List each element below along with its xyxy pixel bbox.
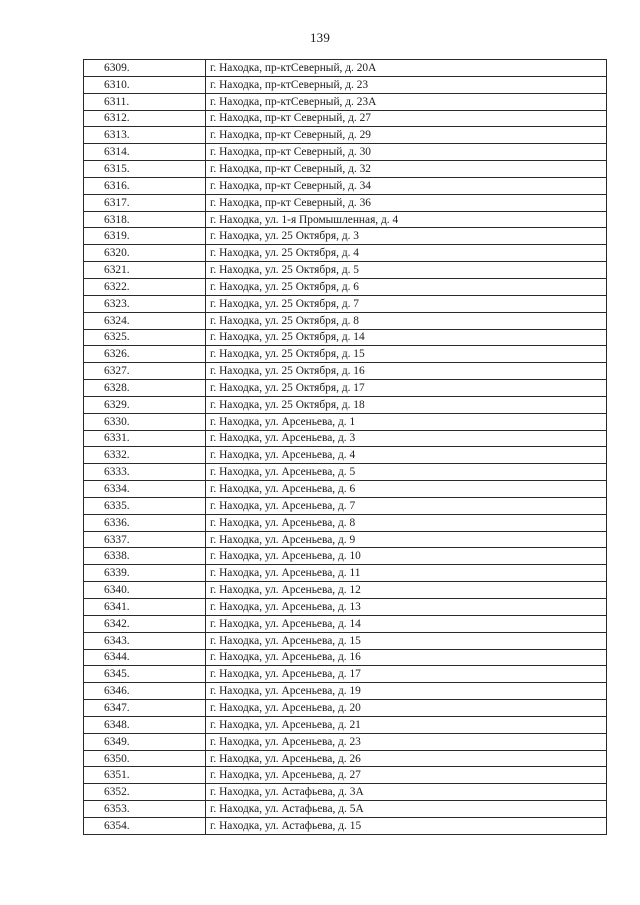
table-row <box>84 632 607 649</box>
row-number-cell: 6331. <box>84 430 206 447</box>
table-row <box>84 767 607 784</box>
address-cell: г. Находка, ул. Арсеньева, д. 21 <box>206 716 607 733</box>
row-number-cell: 6338. <box>84 548 206 565</box>
row-number-cell: 6353. <box>84 801 206 818</box>
address-cell: г. Находка, ул. 25 Октября, д. 14 <box>206 329 607 346</box>
address-cell: г. Находка, ул. 25 Октября, д. 8 <box>206 312 607 329</box>
table-row <box>84 565 607 582</box>
table-row <box>84 514 607 531</box>
address-cell: г. Находка, ул. Арсеньева, д. 11 <box>206 565 607 582</box>
address-cell: г. Находка, ул. Астафьева, д. 5А <box>206 801 607 818</box>
row-number-cell: 6340. <box>84 582 206 599</box>
address-cell: г. Находка, ул. Арсеньева, д. 5 <box>206 464 607 481</box>
row-number-cell: 6320. <box>84 245 206 262</box>
row-number-cell: 6311. <box>84 93 206 110</box>
address-cell: г. Находка, ул. 25 Октября, д. 3 <box>206 228 607 245</box>
address-cell: г. Находка, ул. Арсеньева, д. 7 <box>206 497 607 514</box>
row-number-cell: 6347. <box>84 700 206 717</box>
address-cell: г. Находка, ул. Арсеньева, д. 3 <box>206 430 607 447</box>
row-number-cell: 6342. <box>84 615 206 632</box>
row-number-cell: 6309. <box>84 60 206 77</box>
table-row <box>84 464 607 481</box>
table-row <box>84 733 607 750</box>
table-row <box>84 211 607 228</box>
row-number-cell: 6319. <box>84 228 206 245</box>
row-number-cell: 6341. <box>84 599 206 616</box>
address-cell: г. Находка, ул. 25 Октября, д. 6 <box>206 278 607 295</box>
table-row <box>84 380 607 397</box>
table-row <box>84 93 607 110</box>
table-row <box>84 194 607 211</box>
table-row <box>84 447 607 464</box>
address-cell: г. Находка, пр-кт Северный, д. 36 <box>206 194 607 211</box>
address-cell: г. Находка, ул. Арсеньева, д. 23 <box>206 733 607 750</box>
table-row <box>84 801 607 818</box>
row-number-cell: 6345. <box>84 666 206 683</box>
address-cell: г. Находка, ул. Арсеньева, д. 16 <box>206 649 607 666</box>
table-row <box>84 245 607 262</box>
row-number-cell: 6315. <box>84 161 206 178</box>
table-row <box>84 817 607 834</box>
table-row <box>84 700 607 717</box>
row-number-cell: 6352. <box>84 784 206 801</box>
address-cell: г. Находка, пр-кт Северный, д. 30 <box>206 144 607 161</box>
row-number-cell: 6325. <box>84 329 206 346</box>
table-row <box>84 413 607 430</box>
table-row <box>84 312 607 329</box>
address-cell: г. Находка, ул. Арсеньева, д. 14 <box>206 615 607 632</box>
row-number-cell: 6354. <box>84 817 206 834</box>
row-number-cell: 6317. <box>84 194 206 211</box>
table-row <box>84 649 607 666</box>
address-cell: г. Находка, ул. Арсеньева, д. 10 <box>206 548 607 565</box>
table-row <box>84 615 607 632</box>
table-row <box>84 497 607 514</box>
row-number-cell: 6335. <box>84 497 206 514</box>
address-cell: г. Находка, ул. Арсеньева, д. 15 <box>206 632 607 649</box>
address-cell: г. Находка, ул. Арсеньева, д. 9 <box>206 531 607 548</box>
table-row <box>84 76 607 93</box>
address-cell: г. Находка, ул. Арсеньева, д. 6 <box>206 481 607 498</box>
address-cell: г. Находка, пр-ктСеверный, д. 23 <box>206 76 607 93</box>
table-row <box>84 784 607 801</box>
row-number-cell: 6318. <box>84 211 206 228</box>
address-cell: г. Находка, пр-ктСеверный, д. 23А <box>206 93 607 110</box>
address-cell: г. Находка, ул. 25 Октября, д. 16 <box>206 363 607 380</box>
table-row <box>84 430 607 447</box>
row-number-cell: 6316. <box>84 177 206 194</box>
address-table <box>83 59 607 835</box>
row-number-cell: 6332. <box>84 447 206 464</box>
address-cell: г. Находка, ул. 25 Октября, д. 18 <box>206 396 607 413</box>
table-row <box>84 110 607 127</box>
table-row <box>84 329 607 346</box>
table-row <box>84 531 607 548</box>
table-row <box>84 750 607 767</box>
table-row <box>84 228 607 245</box>
table-row <box>84 177 607 194</box>
row-number-cell: 6351. <box>84 767 206 784</box>
table-row <box>84 396 607 413</box>
row-number-cell: 6333. <box>84 464 206 481</box>
address-cell: г. Находка, пр-кт Северный, д. 34 <box>206 177 607 194</box>
row-number-cell: 6323. <box>84 295 206 312</box>
table-row <box>84 262 607 279</box>
row-number-cell: 6350. <box>84 750 206 767</box>
address-cell: г. Находка, ул. 25 Октября, д. 7 <box>206 295 607 312</box>
row-number-cell: 6312. <box>84 110 206 127</box>
row-number-cell: 6337. <box>84 531 206 548</box>
row-number-cell: 6330. <box>84 413 206 430</box>
row-number-cell: 6310. <box>84 76 206 93</box>
table-row <box>84 295 607 312</box>
table-row <box>84 548 607 565</box>
address-cell: г. Находка, ул. 25 Октября, д. 5 <box>206 262 607 279</box>
row-number-cell: 6343. <box>84 632 206 649</box>
table-row <box>84 481 607 498</box>
address-cell: г. Находка, ул. Арсеньева, д. 8 <box>206 514 607 531</box>
address-cell: г. Находка, пр-кт Северный, д. 27 <box>206 110 607 127</box>
address-cell: г. Находка, ул. Арсеньева, д. 20 <box>206 700 607 717</box>
address-cell: г. Находка, ул. Астафьева, д. 15 <box>206 817 607 834</box>
table-row <box>84 278 607 295</box>
table-row <box>84 599 607 616</box>
row-number-cell: 6327. <box>84 363 206 380</box>
row-number-cell: 6322. <box>84 278 206 295</box>
row-number-cell: 6313. <box>84 127 206 144</box>
table-row <box>84 60 607 77</box>
address-cell: г. Находка, ул. Арсеньева, д. 13 <box>206 599 607 616</box>
table-row <box>84 683 607 700</box>
address-cell: г. Находка, пр-кт Северный, д. 29 <box>206 127 607 144</box>
row-number-cell: 6314. <box>84 144 206 161</box>
address-cell: г. Находка, ул. 25 Октября, д. 17 <box>206 380 607 397</box>
address-cell: г. Находка, ул. Арсеньева, д. 27 <box>206 767 607 784</box>
row-number-cell: 6334. <box>84 481 206 498</box>
address-cell: г. Находка, ул. Арсеньева, д. 1 <box>206 413 607 430</box>
row-number-cell: 6349. <box>84 733 206 750</box>
address-cell: г. Находка, ул. Арсеньева, д. 17 <box>206 666 607 683</box>
table-row <box>84 716 607 733</box>
table-row <box>84 666 607 683</box>
page-number: 139 <box>309 30 331 45</box>
row-number-cell: 6328. <box>84 380 206 397</box>
row-number-cell: 6339. <box>84 565 206 582</box>
address-cell: г. Находка, ул. 25 Октября, д. 4 <box>206 245 607 262</box>
row-number-cell: 6348. <box>84 716 206 733</box>
row-number-cell: 6326. <box>84 346 206 363</box>
table-row <box>84 346 607 363</box>
table-row <box>84 363 607 380</box>
table-row <box>84 144 607 161</box>
row-number-cell: 6344. <box>84 649 206 666</box>
table-row <box>84 127 607 144</box>
address-cell: г. Находка, пр-ктСеверный, д. 20А <box>206 60 607 77</box>
address-cell: г. Находка, ул. Арсеньева, д. 19 <box>206 683 607 700</box>
address-cell: г. Находка, ул. 25 Октября, д. 15 <box>206 346 607 363</box>
row-number-cell: 6329. <box>84 396 206 413</box>
row-number-cell: 6324. <box>84 312 206 329</box>
table-row <box>84 582 607 599</box>
address-cell: г. Находка, ул. 1-я Промышленная, д. 4 <box>206 211 607 228</box>
address-table-body <box>84 60 607 835</box>
address-cell: г. Находка, ул. Арсеньева, д. 4 <box>206 447 607 464</box>
address-cell: г. Находка, ул. Астафьева, д. 3А <box>206 784 607 801</box>
row-number-cell: 6336. <box>84 514 206 531</box>
address-cell: г. Находка, пр-кт Северный, д. 32 <box>206 161 607 178</box>
row-number-cell: 6321. <box>84 262 206 279</box>
table-row <box>84 161 607 178</box>
address-cell: г. Находка, ул. Арсеньева, д. 12 <box>206 582 607 599</box>
row-number-cell: 6346. <box>84 683 206 700</box>
address-cell: г. Находка, ул. Арсеньева, д. 26 <box>206 750 607 767</box>
